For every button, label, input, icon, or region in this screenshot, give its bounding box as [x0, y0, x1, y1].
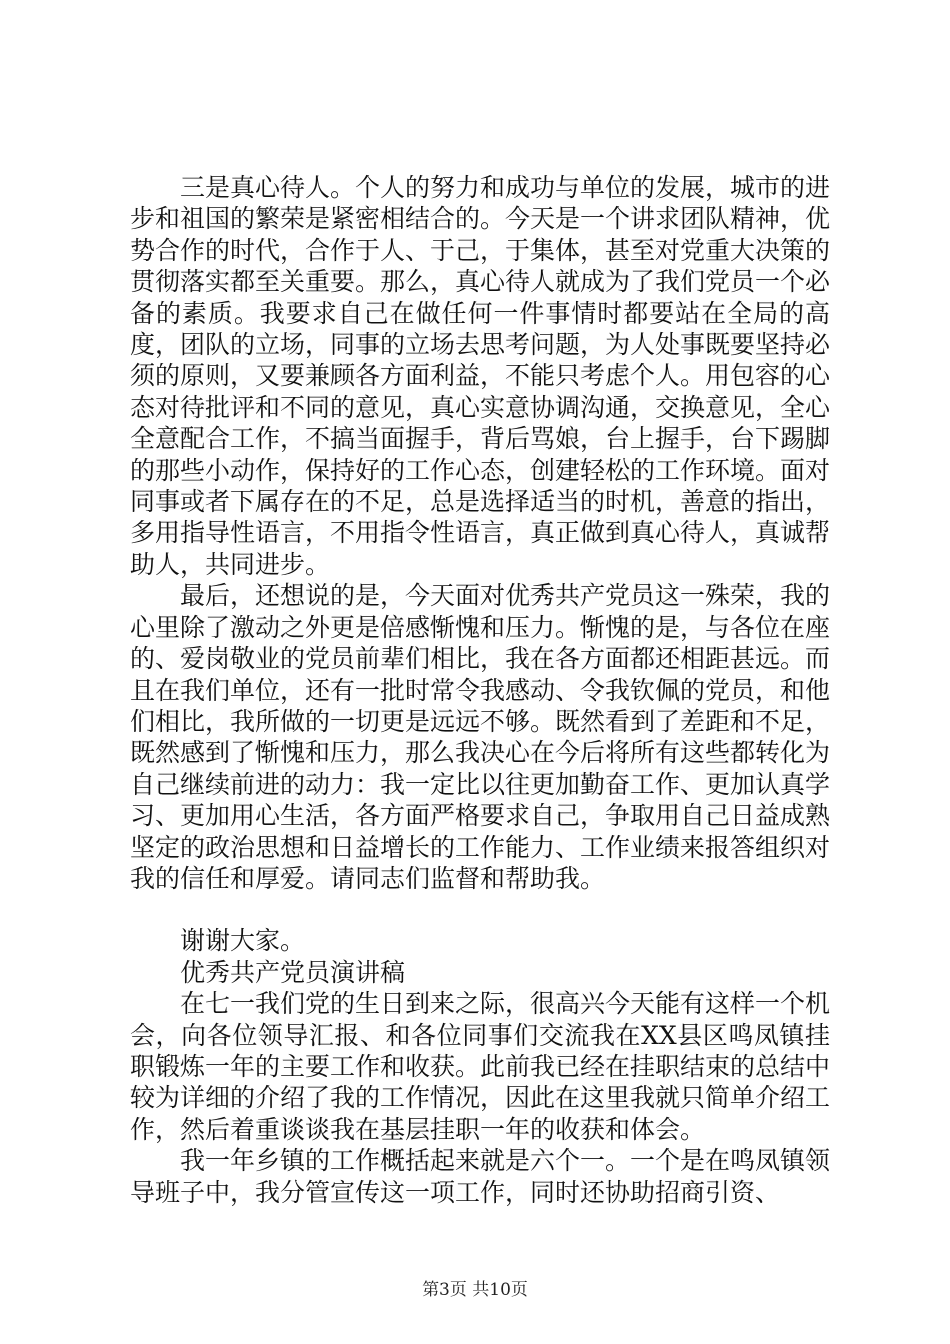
paragraph-sincere-treatment: 三是真心待人。个人的努力和成功与单位的发展，城市的进步和祖国的繁荣是紧密相结合的。今天是一个讲求团队精神，优势合作的时代，合作于人、于己，于集体，甚至对党重大决策的贯彻落实都至关重要。那么，真心待人就成为了我们党员一个必备的素质。我要求自己在做任何一件事情时都要站在全局的高度，团队的立场，同事的立场去思考问题，为人处事既要坚持必须的原则，又要兼顾各方面利益，不能只考虑个人。用包容的心态对待批评和不同的意见，真心实意协调沟通，交换意见，全心全意配合工作，不搞当面握手，背后骂娘，台上握手，台下踢脚的那些小动作，保持好的工作心态，创建轻松的工作环境。面对同事或者下属存在的不足，总是选择适当的时机，善意的指出，多用指导性语言，不用指令性语言，真正做到真心待人，真诚帮助人，共同进步。 — [130, 173, 831, 579]
paragraph-introduction: 在七一我们党的生日到来之际，很高兴今天能有这样一个机会，向各位领导汇报、和各位同事们交流我在XX县区鸣凤镇挂职锻炼一年的主要工作和收获。此前我已经在挂职结束的总结中较为详细的介绍了我的工作情况，因此在这里我就只简单介绍工作，然后着重谈谈我在基层挂职一年的收获和体会。 — [130, 989, 831, 1144]
page-number-footer: 第3页 共10页 — [422, 1280, 528, 1300]
document-body — [130, 172, 830, 1208]
paragraph-thanks: 谢谢大家。 — [180, 926, 306, 956]
paragraph-work-summary: 我一年乡镇的工作概括起来就是六个一。一个是在鸣凤镇领导班子中，我分管宣传这一项工作，同时还协助招商引资、 — [130, 1146, 831, 1207]
paragraph-closing-remarks: 最后，还想说的是，今天面对优秀共产党员这一殊荣，我的心里除了激动之外更是倍感惭愧和压力。惭愧的是，与各位在座的、爱岗敬业的党员前辈们相比，我在各方面都还相距甚远。而且在我们单位，还有一批时常令我感动、令我钦佩的党员，和他们相比，我所做的一切更是远远不够。既然看到了差距和不足，既然感到了惭愧和压力，那么我决心在今后将所有这些都转化为自己继续前进的动力：我一定比以往更加勤奋工作、更加认真学习、更加用心生活，各方面严格要求自己，争取用自己日益成熟坚定的政治思想和日益增长的工作能力、工作业绩来报答组织对我的信任和厚爱。请同志们监督和帮助我。 — [130, 581, 831, 893]
section-title: 优秀共产党员演讲稿 — [180, 957, 406, 987]
